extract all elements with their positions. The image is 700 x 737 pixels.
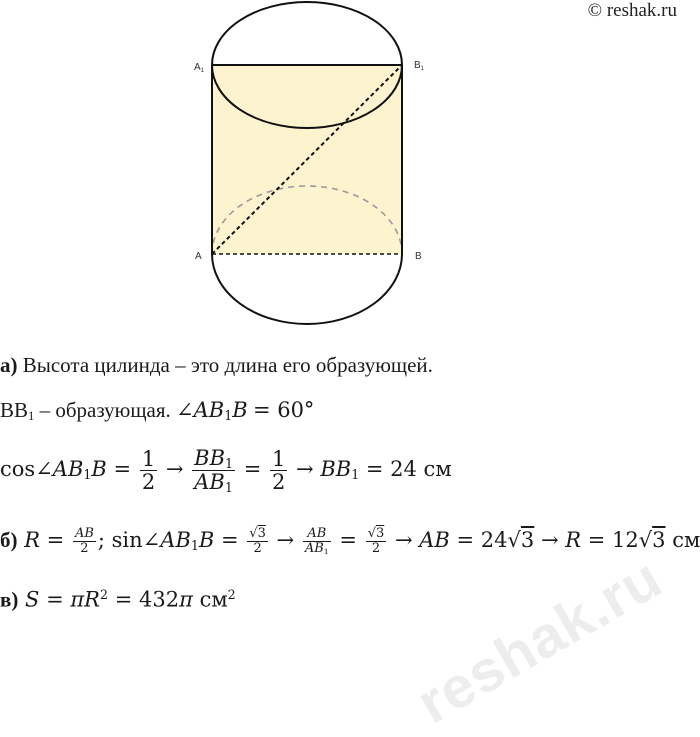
copyright-notice: © reshak.ru bbox=[587, 0, 677, 21]
bb-symbol: BB bbox=[0, 398, 29, 422]
fraction-ab-ab1: $\frac{AB}{AB_1}$ bbox=[304, 526, 329, 556]
fraction-one-half-2: $\frac{1}{2}$ bbox=[271, 446, 286, 494]
cylinder-figure bbox=[0, 0, 683, 340]
bottom-base-visible-arc bbox=[212, 254, 402, 324]
radius-unit: см bbox=[672, 528, 700, 552]
solution-line-generator bbox=[0, 397, 314, 429]
generator-text: – образующая. bbox=[39, 398, 171, 422]
watermark-logo: reshak.ru bbox=[406, 544, 673, 737]
angle-value: = 60° bbox=[252, 398, 315, 422]
fraction-sqrt3-2-second: $\frac{√3}{2}$ bbox=[367, 526, 385, 556]
solution-line-a bbox=[0, 352, 433, 378]
label-b: B bbox=[415, 251, 422, 262]
angle-expression: $\angle AB_1B$ bbox=[176, 398, 248, 424]
label-b1: $B_1$ bbox=[414, 60, 425, 72]
fraction-sqrt3-2: $\frac{√3}{2}$ bbox=[249, 526, 266, 556]
cos-label: cos bbox=[0, 457, 36, 481]
solution-line-v: в) $S = \pi R^2 = 432\pi$ $см^2$ bbox=[0, 587, 236, 612]
bb-subscript: 1 bbox=[28, 409, 35, 424]
fraction-one-half: $\frac{1}{2}$ bbox=[141, 446, 156, 494]
bb1-result: = 24 см bbox=[365, 457, 452, 481]
part-a-label: а) bbox=[0, 353, 18, 377]
label-a: A bbox=[195, 251, 202, 262]
area-unit: см bbox=[199, 587, 228, 612]
part-v-label: в) bbox=[0, 587, 19, 612]
area-value: = 432 bbox=[114, 587, 180, 612]
ab-value: 24 bbox=[480, 528, 508, 552]
fraction-ab-2: $\frac{AB}{2}$ bbox=[74, 526, 94, 556]
solution-line-cos: $\cos\angle AB_1B$ = $\frac{1}{2}$ → $\frac{BB_1}{AB_1}$ = $\frac{1}{2}$ → $BB_1 = 24$ см bbox=[0, 445, 452, 496]
label-a1: $A_1$ bbox=[194, 62, 205, 74]
part-a-text: Высота цилинда – это длина его образующей. bbox=[22, 353, 433, 377]
fraction-bb1-ab1: $\frac{BB_1}{AB_1}$ bbox=[194, 445, 234, 496]
part-b-label: б) bbox=[0, 528, 18, 552]
solution-line-b: б) R = $\frac{AB}{2}$ ; $\sin\angle AB_1B$ = $\frac{√3}{2}$ → $\frac{AB}{AB_1}$ = $\frac{√3}{2}$ → AB = 24√3 → R = 12√3 см bbox=[0, 526, 700, 556]
radius-value: 12 bbox=[612, 528, 639, 552]
